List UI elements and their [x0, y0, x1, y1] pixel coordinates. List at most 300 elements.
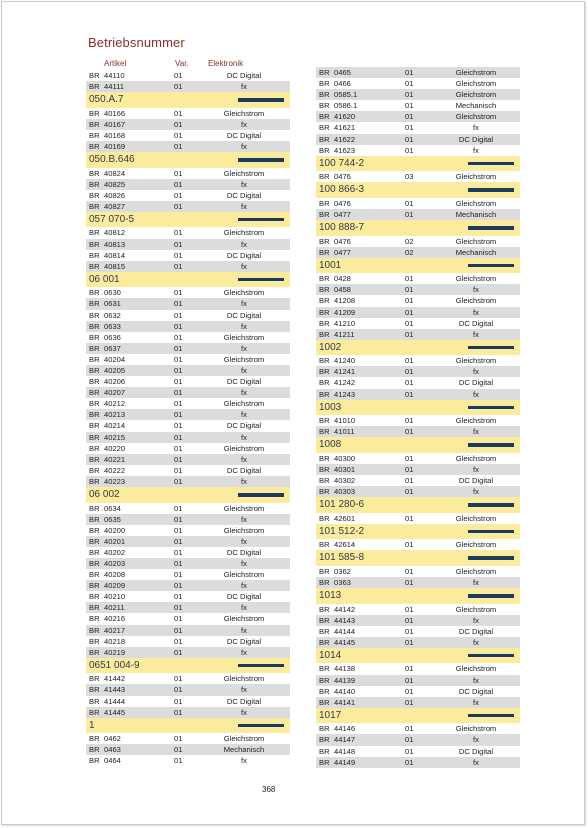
row-variant: 01 — [174, 168, 183, 178]
row-elektronik: Gleichstrom — [455, 540, 497, 550]
row-number: 40168 — [104, 130, 126, 140]
table-row — [86, 179, 290, 190]
row-elektronik: fx — [241, 410, 247, 420]
row-number: 40826 — [104, 190, 126, 200]
row-prefix: BR — [319, 68, 330, 77]
section-header — [316, 708, 520, 724]
table-row — [86, 647, 290, 658]
row-variant: 01 — [405, 664, 414, 674]
row-elektronik: fx — [473, 487, 479, 497]
section-bar — [238, 724, 284, 728]
table-row — [316, 295, 520, 306]
table-row — [316, 723, 520, 734]
row-elektronik: Gleichstrom — [455, 604, 497, 614]
row-elektronik: fx — [473, 464, 479, 474]
row-elektronik: Gleichstrom — [455, 566, 497, 576]
row-elektronik: DC Digital — [458, 318, 494, 328]
row-prefix: BR — [89, 432, 100, 442]
section-label: 1001 — [319, 259, 342, 271]
row-variant: 01 — [174, 228, 183, 238]
section-bar — [468, 503, 514, 507]
row-number: 0476 — [334, 198, 351, 208]
section-header — [86, 487, 290, 503]
row-prefix: BR — [89, 82, 100, 92]
row-prefix: BR — [319, 134, 330, 144]
row-variant: 01 — [174, 514, 183, 524]
row-variant: 01 — [174, 674, 183, 684]
row-variant: 01 — [405, 735, 414, 745]
row-variant: 01 — [174, 525, 183, 535]
row-variant: 01 — [405, 274, 414, 284]
row-elektronik: DC Digital — [226, 71, 262, 80]
row-variant: 01 — [174, 332, 183, 342]
row-prefix: BR — [89, 190, 100, 200]
row-elektronik: Gleichstrom — [455, 296, 497, 306]
table-row — [86, 733, 290, 744]
row-prefix: BR — [319, 198, 330, 208]
row-number: 40211 — [104, 603, 125, 613]
row-prefix: BR — [89, 119, 100, 129]
row-number: 40824 — [104, 168, 126, 178]
row-number: 40302 — [334, 476, 356, 486]
row-variant: 01 — [405, 416, 414, 426]
row-prefix: BR — [319, 626, 330, 636]
table-row — [316, 475, 520, 486]
table-row — [316, 686, 520, 697]
row-number: 40825 — [104, 179, 126, 189]
row-number: 0633 — [104, 321, 121, 331]
row-number: 44140 — [334, 686, 356, 696]
row-elektronik: DC Digital — [458, 686, 494, 696]
section-bar — [468, 443, 514, 447]
section-label: 1 — [89, 719, 95, 731]
table-row — [86, 354, 290, 365]
section-header — [316, 156, 520, 172]
section-bar — [468, 162, 514, 166]
row-number: 40210 — [104, 592, 126, 602]
left-column — [86, 70, 290, 766]
row-variant: 01 — [405, 604, 414, 614]
row-variant: 01 — [174, 636, 183, 646]
table-row — [86, 558, 290, 569]
table-row — [316, 171, 520, 182]
row-prefix: BR — [319, 637, 330, 647]
row-variant: 01 — [174, 141, 183, 151]
row-number: 0586.1 — [334, 101, 358, 111]
row-prefix: BR — [89, 71, 100, 80]
row-elektronik: DC Digital — [226, 310, 262, 320]
row-prefix: BR — [89, 581, 100, 591]
table-row — [316, 247, 520, 258]
row-variant: 01 — [174, 454, 183, 464]
row-prefix: BR — [319, 356, 330, 366]
row-variant: 01 — [174, 399, 183, 409]
row-elektronik: Gleichstrom — [455, 274, 497, 284]
row-variant: 01 — [174, 108, 183, 118]
row-number: 40216 — [104, 614, 126, 624]
row-number: 0464 — [104, 756, 121, 766]
row-prefix: BR — [319, 735, 330, 745]
row-prefix: BR — [319, 615, 330, 625]
row-elektronik: Gleichstrom — [223, 525, 265, 535]
row-elektronik: fx — [241, 432, 247, 442]
row-variant: 01 — [174, 201, 183, 211]
table-row — [86, 409, 290, 420]
row-number: 40301 — [334, 464, 356, 474]
row-elektronik: DC Digital — [458, 476, 494, 486]
row-variant: 01 — [174, 536, 183, 546]
row-prefix: BR — [89, 674, 100, 684]
row-number: 0636 — [104, 332, 121, 342]
table-row — [316, 663, 520, 674]
row-variant: 01 — [174, 299, 183, 309]
table-row — [86, 70, 290, 81]
row-number: 0630 — [104, 288, 121, 298]
table-row — [86, 287, 290, 298]
row-prefix: BR — [89, 321, 100, 331]
table-row — [316, 757, 520, 768]
column-header-artikel: Artikel — [104, 59, 127, 68]
row-elektronik: fx — [473, 578, 479, 587]
row-elektronik: Mechanisch — [223, 745, 265, 755]
table-row — [316, 464, 520, 475]
row-variant: 01 — [405, 296, 414, 306]
section-header — [86, 718, 290, 734]
row-prefix: BR — [319, 90, 330, 100]
row-prefix: BR — [89, 354, 100, 364]
row-variant: 01 — [174, 696, 183, 706]
section-bar — [468, 654, 514, 658]
row-prefix: BR — [89, 525, 100, 535]
row-elektronik: fx — [241, 685, 247, 695]
row-prefix: BR — [89, 647, 100, 657]
row-elektronik: fx — [241, 299, 247, 309]
row-variant: 01 — [174, 365, 183, 375]
row-variant: 01 — [174, 756, 183, 766]
table-row — [86, 321, 290, 332]
row-prefix: BR — [319, 724, 330, 734]
row-variant: 01 — [174, 592, 183, 602]
row-elektronik: fx — [473, 427, 479, 437]
page-number: 368 — [262, 785, 276, 794]
table-row — [316, 355, 520, 366]
row-number: 40201 — [104, 536, 126, 546]
section-header — [316, 258, 520, 274]
row-variant: 01 — [174, 179, 183, 189]
table-row — [316, 273, 520, 284]
row-elektronik: Gleichstrom — [455, 664, 497, 674]
row-variant: 01 — [174, 581, 183, 591]
row-number: 40205 — [104, 365, 126, 375]
section-bar — [238, 493, 284, 497]
section-label: 06 002 — [89, 489, 120, 500]
row-prefix: BR — [319, 487, 330, 497]
row-elektronik: fx — [241, 476, 247, 486]
row-number: 41623 — [334, 145, 356, 155]
row-prefix: BR — [319, 513, 330, 523]
row-elektronik: fx — [473, 307, 479, 317]
section-header — [316, 497, 520, 513]
row-number: 40220 — [104, 443, 126, 453]
table-row — [86, 310, 290, 321]
row-variant: 01 — [174, 570, 183, 580]
table-row — [316, 134, 520, 145]
table-row — [316, 100, 520, 111]
row-number: 44147 — [334, 735, 356, 745]
row-number: 0428 — [334, 274, 351, 284]
row-prefix: BR — [319, 378, 330, 388]
row-elektronik: Gleichstrom — [455, 68, 497, 77]
row-prefix: BR — [89, 536, 100, 546]
row-number: 44138 — [334, 664, 356, 674]
row-number: 40303 — [334, 487, 356, 497]
row-prefix: BR — [89, 168, 100, 178]
row-elektronik: fx — [241, 536, 247, 546]
table-row — [316, 734, 520, 745]
table-row — [86, 454, 290, 465]
row-prefix: BR — [319, 664, 330, 674]
row-elektronik: DC Digital — [458, 378, 494, 388]
row-number: 41241 — [334, 367, 356, 377]
row-variant: 01 — [174, 558, 183, 568]
column-header-var: Var. — [175, 59, 189, 68]
table-row — [316, 615, 520, 626]
row-variant: 01 — [405, 724, 414, 734]
row-elektronik: fx — [241, 179, 247, 189]
section-bar — [238, 664, 284, 668]
row-number: 44144 — [334, 626, 356, 636]
table-row — [316, 426, 520, 437]
section-label: 050.A.7 — [89, 94, 124, 106]
row-number: 40204 — [104, 354, 126, 364]
row-variant: 01 — [174, 707, 183, 717]
section-label: 1003 — [319, 401, 342, 413]
row-variant: 01 — [405, 378, 414, 388]
row-elektronik: Gleichstrom — [223, 443, 265, 453]
row-number: 40203 — [104, 558, 126, 568]
row-elektronik: fx — [241, 647, 247, 657]
table-row — [316, 577, 520, 588]
table-row — [316, 209, 520, 220]
row-prefix: BR — [89, 547, 100, 557]
row-number: 40215 — [104, 432, 126, 442]
table-row — [316, 626, 520, 637]
section-header — [316, 524, 520, 540]
table-row — [316, 318, 520, 329]
row-prefix: BR — [319, 367, 330, 377]
section-header — [86, 212, 290, 228]
row-prefix: BR — [89, 756, 100, 766]
section-header — [316, 588, 520, 604]
row-number: 40300 — [334, 453, 356, 463]
row-variant: 01 — [405, 675, 414, 685]
row-variant: 01 — [405, 513, 414, 523]
row-elektronik: fx — [241, 201, 247, 211]
row-prefix: BR — [89, 696, 100, 706]
row-number: 41622 — [334, 134, 356, 144]
row-prefix: BR — [319, 274, 330, 284]
row-prefix: BR — [89, 625, 100, 635]
row-prefix: BR — [89, 239, 100, 249]
row-number: 41242 — [334, 378, 356, 388]
row-variant: 01 — [174, 421, 183, 431]
row-prefix: BR — [319, 285, 330, 295]
row-number: 44145 — [334, 637, 356, 647]
row-prefix: BR — [89, 228, 100, 238]
section-header — [316, 220, 520, 236]
row-elektronik: fx — [241, 603, 247, 613]
row-prefix: BR — [319, 566, 330, 576]
table-row — [86, 420, 290, 431]
row-elektronik: DC Digital — [226, 465, 262, 475]
row-variant: 01 — [405, 79, 414, 89]
table-row — [316, 637, 520, 648]
row-variant: 01 — [174, 310, 183, 320]
row-prefix: BR — [89, 603, 100, 613]
row-elektronik: Gleichstrom — [223, 332, 265, 342]
row-variant: 01 — [405, 307, 414, 317]
row-prefix: BR — [319, 540, 330, 550]
row-variant: 01 — [405, 615, 414, 625]
row-number: 40167 — [104, 119, 126, 129]
row-prefix: BR — [89, 570, 100, 580]
row-elektronik: fx — [473, 675, 479, 685]
table-row — [316, 453, 520, 464]
row-prefix: BR — [89, 310, 100, 320]
row-number: 40214 — [104, 421, 126, 431]
row-prefix: BR — [319, 746, 330, 756]
row-prefix: BR — [89, 614, 100, 624]
row-number: 40200 — [104, 525, 126, 535]
row-variant: 01 — [405, 637, 414, 647]
section-header — [316, 437, 520, 453]
table-row — [316, 67, 520, 78]
row-prefix: BR — [89, 201, 100, 211]
row-prefix: BR — [319, 427, 330, 437]
row-prefix: BR — [89, 503, 100, 513]
row-elektronik: Mechanisch — [455, 247, 497, 257]
table-row — [86, 673, 290, 684]
row-variant: 01 — [405, 686, 414, 696]
table-row — [316, 366, 520, 377]
row-variant: 01 — [405, 134, 414, 144]
row-elektronik: fx — [241, 365, 247, 375]
row-prefix: BR — [319, 296, 330, 306]
row-prefix: BR — [89, 261, 100, 271]
row-variant: 01 — [174, 476, 183, 486]
row-prefix: BR — [319, 79, 330, 89]
table-row — [86, 625, 290, 636]
section-label: 100 888-7 — [319, 222, 365, 234]
row-variant: 02 — [405, 236, 414, 246]
row-prefix: BR — [89, 410, 100, 420]
row-number: 0458 — [334, 285, 351, 295]
table-row — [86, 525, 290, 536]
row-elektronik: Gleichstrom — [223, 168, 265, 178]
row-prefix: BR — [89, 141, 100, 151]
table-row — [86, 365, 290, 376]
row-elektronik: Gleichstrom — [223, 614, 265, 624]
row-elektronik: Gleichstrom — [223, 108, 265, 118]
row-variant: 01 — [174, 343, 183, 353]
row-prefix: BR — [89, 476, 100, 486]
row-variant: 01 — [174, 250, 183, 260]
table-row — [316, 78, 520, 89]
row-prefix: BR — [89, 299, 100, 309]
row-variant: 01 — [405, 757, 414, 767]
row-variant: 01 — [405, 464, 414, 474]
column-header-elektronik: Elektronik — [208, 59, 244, 68]
row-variant: 01 — [174, 190, 183, 200]
row-prefix: BR — [319, 604, 330, 614]
table-row — [86, 108, 290, 119]
table-row — [86, 707, 290, 718]
table-row — [86, 613, 290, 624]
row-elektronik: fx — [473, 615, 479, 625]
section-label: 050.B.646 — [89, 154, 135, 166]
section-header — [316, 340, 520, 356]
row-elektronik: Gleichstrom — [223, 674, 265, 684]
row-number: 40812 — [104, 228, 126, 238]
row-number: 0637 — [104, 343, 121, 353]
table-row — [86, 227, 290, 238]
row-elektronik: fx — [473, 389, 479, 399]
table-row — [316, 697, 520, 708]
table-row — [316, 539, 520, 550]
row-number: 40222 — [104, 465, 126, 475]
row-variant: 01 — [174, 614, 183, 624]
table-row — [316, 236, 520, 247]
row-elektronik: DC Digital — [226, 592, 262, 602]
section-bar — [238, 218, 284, 222]
row-number: 41621 — [334, 123, 356, 133]
row-number: 44148 — [334, 746, 356, 756]
row-elektronik: fx — [241, 388, 247, 398]
row-elektronik: fx — [241, 756, 247, 766]
row-elektronik: DC Digital — [226, 636, 262, 646]
row-elektronik: fx — [241, 454, 247, 464]
row-number: 0634 — [104, 503, 121, 513]
table-row — [316, 89, 520, 100]
row-variant: 01 — [174, 82, 183, 92]
section-header — [86, 92, 290, 108]
row-number: 41444 — [104, 696, 126, 706]
row-elektronik: fx — [241, 82, 247, 92]
row-number: 0466 — [334, 79, 351, 89]
row-prefix: BR — [319, 464, 330, 474]
table-row — [316, 389, 520, 400]
section-bar — [468, 346, 514, 350]
row-elektronik: Mechanisch — [455, 101, 497, 111]
row-prefix: BR — [89, 130, 100, 140]
table-row — [316, 377, 520, 388]
row-elektronik: Gleichstrom — [223, 354, 265, 364]
row-prefix: BR — [89, 365, 100, 375]
row-number: 41243 — [334, 389, 356, 399]
row-elektronik: fx — [241, 581, 247, 591]
row-variant: 01 — [174, 443, 183, 453]
row-number: 41010 — [334, 416, 356, 426]
section-header — [86, 152, 290, 168]
section-bar — [468, 556, 514, 560]
row-number: 41011 — [334, 427, 355, 437]
row-elektronik: fx — [241, 321, 247, 331]
row-number: 0477 — [334, 247, 351, 257]
row-elektronik: fx — [473, 637, 479, 647]
section-bar — [468, 188, 514, 192]
row-variant: 01 — [174, 465, 183, 475]
row-number: 41240 — [334, 356, 356, 366]
